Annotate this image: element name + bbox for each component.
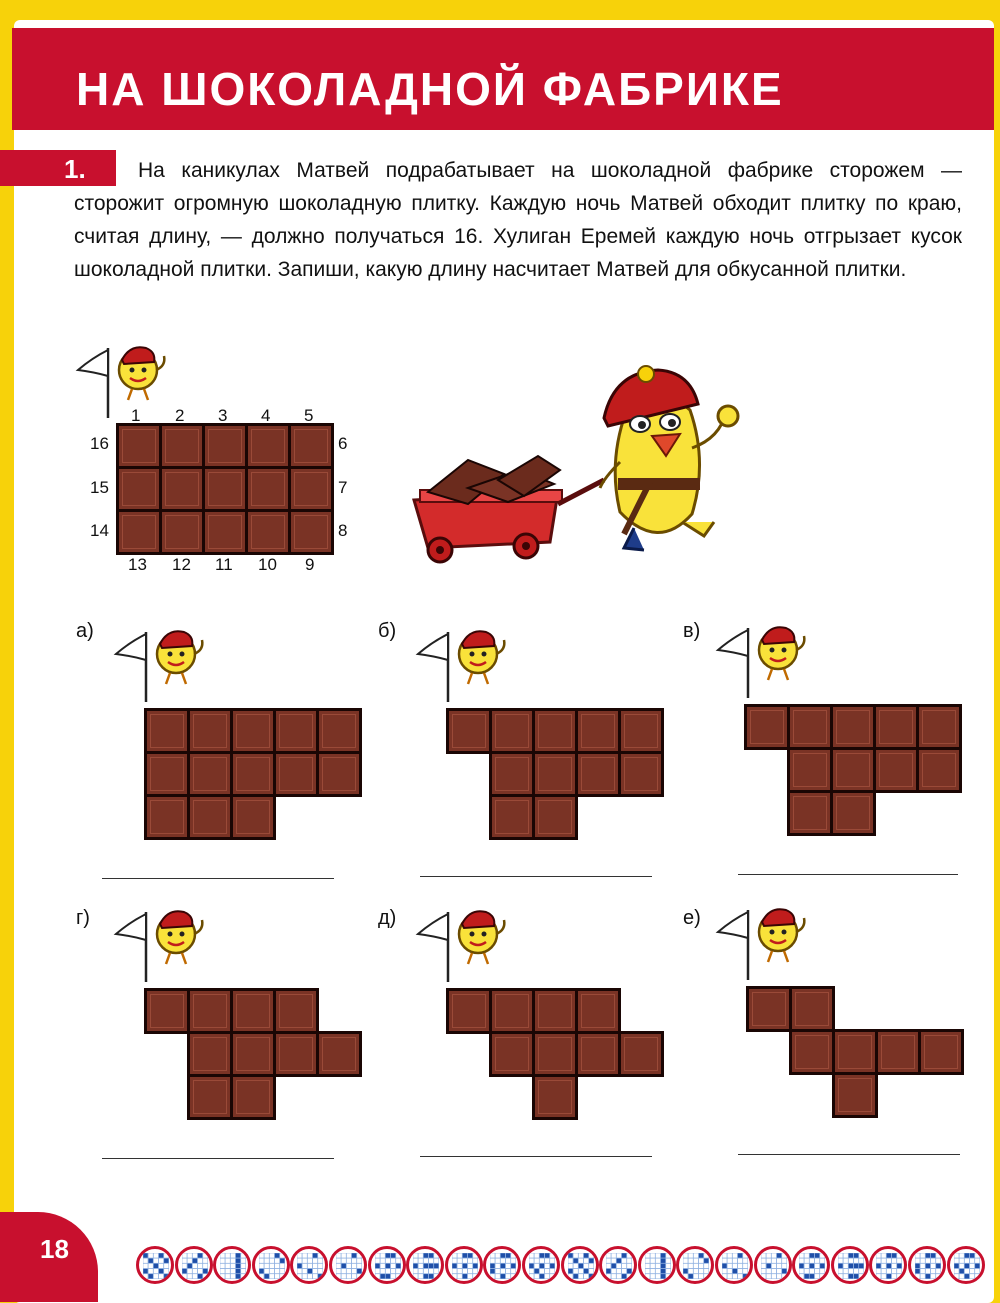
chocolate-piece [532,1031,578,1077]
chocolate-piece [230,988,276,1034]
chocolate-piece [830,790,876,836]
decorative-circle [831,1246,869,1284]
variant-label-v: в) [683,620,701,642]
page-title: НА ШОКОЛАДНОЙ ФАБРИКЕ [76,63,784,115]
chocolate-piece [288,466,334,512]
decorative-circle [213,1246,251,1284]
chocolate-piece [489,708,535,754]
left-label-14: 14 [90,521,109,540]
chocolate-piece [830,704,876,750]
chocolate-piece [187,1031,233,1077]
chocolate-piece [489,794,535,840]
variant-label-e: е) [683,907,701,929]
right-label-8: 8 [338,521,348,540]
chocolate-piece [532,794,578,840]
left-label-16: 16 [90,434,109,453]
chocolate-piece [273,708,319,754]
decorative-circle [561,1246,599,1284]
flag-chick-icon [412,904,512,984]
chocolate-piece [575,751,621,797]
chocolate-piece [873,747,919,793]
decorative-circle [406,1246,444,1284]
chocolate-piece [230,1074,276,1120]
chocolate-piece [787,747,833,793]
chocolate-piece [159,509,205,555]
chocolate-piece [144,988,190,1034]
decorative-circle [754,1246,792,1284]
chocolate-piece [575,1031,621,1077]
chocolate-piece [187,794,233,840]
chocolate-piece [144,751,190,797]
right-label-6: 6 [338,434,348,453]
chocolate-piece [618,751,664,797]
chocolate-piece [532,988,578,1034]
chocolate-piece [830,747,876,793]
answer-line-e[interactable] [738,1154,960,1155]
chick-with-cart-illustration [408,352,748,572]
chocolate-piece [873,704,919,750]
chocolate-piece [489,988,535,1034]
chocolate-piece [575,988,621,1034]
page-number: 18 [40,1234,69,1264]
chocolate-piece [575,708,621,754]
chocolate-piece [116,466,162,512]
chocolate-piece [144,794,190,840]
decorative-circle [638,1246,676,1284]
right-label-7: 7 [338,478,348,497]
chocolate-piece [159,423,205,469]
chocolate-piece [273,1031,319,1077]
decorative-circle [908,1246,946,1284]
answer-line-b[interactable] [420,876,652,877]
answer-line-a[interactable] [102,878,334,879]
decorative-circle [947,1246,985,1284]
chocolate-piece [787,704,833,750]
chocolate-piece [273,988,319,1034]
decorative-circle [522,1246,560,1284]
chocolate-piece [202,423,248,469]
flag-chick-icon [110,624,210,704]
variant-label-g: г) [76,907,90,929]
chocolate-piece [489,751,535,797]
chocolate-piece [245,509,291,555]
chocolate-piece [230,794,276,840]
flag-chick-icon [110,904,210,984]
variant-label-b: б) [378,620,397,642]
decorative-circle [715,1246,753,1284]
chocolate-piece [916,747,962,793]
chocolate-piece [789,986,835,1032]
chocolate-piece [159,466,205,512]
variant-label-a: а) [76,620,94,642]
decorative-circle [252,1246,290,1284]
flag-chick-icon [712,902,812,982]
example-chocolate-bar [116,423,332,552]
bottom-label-12: 12 [172,555,191,574]
chocolate-piece [187,751,233,797]
decorative-circle [136,1246,174,1284]
variant-label-d: д) [378,907,397,929]
chocolate-piece [875,1029,921,1075]
chocolate-piece [187,1074,233,1120]
top-label-2: 2 [175,406,185,425]
flag-chick-icon [412,624,512,704]
chocolate-piece [618,1031,664,1077]
decorative-circle [599,1246,637,1284]
top-label-4: 4 [261,406,271,425]
chocolate-piece [245,423,291,469]
top-label-5: 5 [304,406,314,425]
chocolate-piece [316,708,362,754]
chocolate-piece [316,1031,362,1077]
chocolate-piece [230,708,276,754]
chocolate-piece [746,986,792,1032]
decorative-circle [368,1246,406,1284]
top-label-1: 1 [131,406,141,425]
chocolate-piece [288,509,334,555]
chocolate-piece [116,423,162,469]
chocolate-piece [144,708,190,754]
decorative-circle [483,1246,521,1284]
decorative-circle [445,1246,483,1284]
chocolate-piece [202,466,248,512]
answer-line-g[interactable] [102,1158,334,1159]
answer-line-v[interactable] [738,874,958,875]
decorative-circle [175,1246,213,1284]
chocolate-piece [789,1029,835,1075]
left-label-15: 15 [90,478,109,497]
decorative-circle [792,1246,830,1284]
chocolate-piece [916,704,962,750]
chocolate-piece [832,1029,878,1075]
chocolate-piece [618,708,664,754]
decorative-circle [676,1246,714,1284]
decorative-circle [869,1246,907,1284]
chocolate-piece [446,988,492,1034]
chocolate-piece [532,1074,578,1120]
flag-chick-icon [72,340,172,420]
chocolate-piece [532,708,578,754]
flag-chick-icon [712,620,812,700]
chocolate-piece [230,1031,276,1077]
bottom-label-10: 10 [258,555,277,574]
task-text [74,154,962,286]
chocolate-piece [446,708,492,754]
decorative-circle [290,1246,328,1284]
chocolate-piece [273,751,319,797]
task-paragraph: На каникулах Матвей подрабатывает на шоколадной фабрике сторожем — сторожит огромную шоколадную плитку. Каждую ночь Матвей обходит плитку по краю, считая длину, — должно получаться 16. Хулиган Еремей каждую ночь отгрызает кусок шоколадной плитки. Запиши, какую длину насчитает Матвей для обкусанной плитки. [74,159,962,281]
chocolate-piece [316,751,362,797]
chocolate-piece [918,1029,964,1075]
answer-line-d[interactable] [420,1156,652,1157]
chocolate-piece [744,704,790,750]
chocolate-piece [489,1031,535,1077]
chocolate-piece [202,509,248,555]
chocolate-piece [787,790,833,836]
task-number: 1. [64,154,86,184]
chocolate-piece [230,751,276,797]
chocolate-piece [532,751,578,797]
bottom-label-13: 13 [128,555,147,574]
chocolate-piece [245,466,291,512]
decorative-circle [329,1246,367,1284]
bottom-label-9: 9 [305,555,315,574]
chocolate-piece [187,708,233,754]
chocolate-piece [288,423,334,469]
top-label-3: 3 [218,406,228,425]
bottom-label-11: 11 [215,555,233,574]
chocolate-piece [832,1072,878,1118]
chocolate-piece [116,509,162,555]
chocolate-piece [187,988,233,1034]
